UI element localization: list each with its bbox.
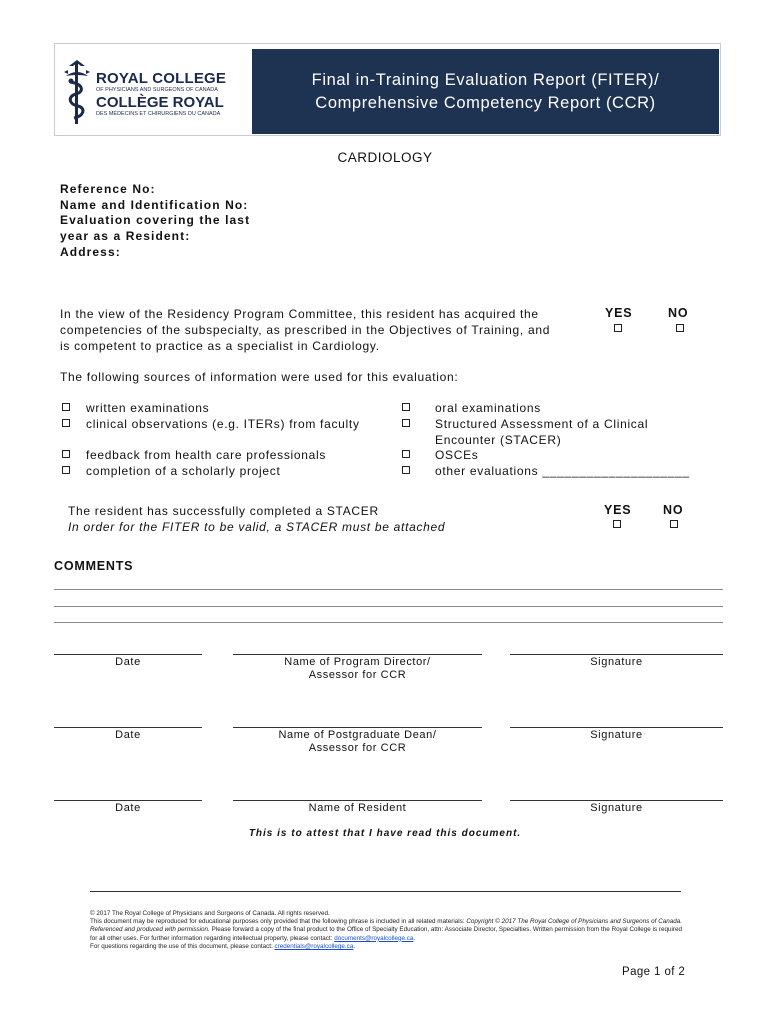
date-label-3: Date — [115, 802, 141, 814]
competency-yes-label: YES — [605, 306, 633, 320]
postgraduate-dean-label-1: Name of Postgraduate Dean/ — [278, 729, 437, 741]
date-line-3[interactable] — [54, 800, 202, 801]
logo-subtext-fr: DES MÉDECINS ET CHIRURGIENS DU CANADA — [96, 111, 221, 117]
clinical-observations-checkbox[interactable] — [62, 419, 70, 427]
evaluation-period-label-2: year as a Resident: — [60, 229, 191, 243]
resident-name-line[interactable] — [233, 800, 482, 801]
comment-line[interactable] — [54, 622, 723, 623]
date-label-1: Date — [115, 656, 141, 668]
competency-no-label: NO — [668, 306, 689, 320]
title-panel — [252, 49, 719, 134]
oral-exams-label: oral examinations — [435, 401, 541, 415]
questions-text: For questions regarding the use of this document, please contact: — [90, 942, 273, 950]
written-exams-checkbox[interactable] — [62, 403, 70, 411]
comment-line[interactable] — [54, 606, 723, 607]
royal-college-logo — [60, 58, 240, 128]
copyright-line: © 2017 The Royal College of Physicians and Surgeons of Canada. All rights reserved. — [90, 910, 330, 917]
competency-line-3: is competent to practice as a specialist in Cardiology. — [60, 339, 380, 353]
name-id-label: Name and Identification No: — [60, 198, 249, 212]
stacer-yes-label: YES — [604, 503, 632, 517]
specialty-heading: CARDIOLOGY — [337, 150, 433, 165]
competency-line-1: In the view of the Residency Program Committee, this resident has acquired the — [60, 307, 539, 321]
signature-line-3[interactable] — [510, 800, 723, 801]
stacer-source-checkbox[interactable] — [402, 419, 410, 427]
scholarly-project-label: completion of a scholarly project — [86, 464, 281, 478]
signature-label-1: Signature — [590, 656, 643, 668]
competency-no-checkbox[interactable] — [676, 324, 684, 332]
osces-label: OSCEs — [435, 448, 479, 462]
reference-label: Reference No: — [60, 182, 156, 196]
usage-terms-text: This document may be reproduced for educational purposes only provided that the following phrase is included in all related materials: — [90, 918, 465, 926]
date-line-1[interactable] — [54, 654, 202, 655]
stacer-no-label: NO — [663, 503, 684, 517]
program-director-line[interactable] — [233, 654, 482, 655]
signature-line-1[interactable] — [510, 654, 723, 655]
osces-checkbox[interactable] — [402, 450, 410, 458]
feedback-label: feedback from health care professionals — [86, 448, 327, 462]
stacer-no-checkbox[interactable] — [670, 520, 678, 528]
comment-line[interactable] — [54, 589, 723, 590]
logo-text-royal-college: ROYAL COLLEGE — [96, 70, 227, 87]
program-director-label-2: Assessor for CCR — [308, 669, 407, 681]
credentials-email-link[interactable]: credentials@royalcollege.ca — [274, 942, 354, 950]
competency-yes-checkbox[interactable] — [614, 324, 622, 332]
questions-line: For questions regarding the use of this document, please contact: credentials@royalcollege.ca. — [90, 942, 356, 950]
competency-line-2: competencies of the subspecialty, as prescribed in the Objectives of Training, and — [60, 323, 551, 337]
postgraduate-dean-line[interactable] — [233, 727, 482, 728]
caduceus-icon — [60, 58, 94, 128]
comments-heading: COMMENTS — [54, 559, 134, 573]
address-label: Address: — [60, 245, 121, 259]
copyright-footer — [90, 910, 682, 951]
stacer-statement: The resident has successfully completed a STACER — [68, 504, 379, 518]
signature-label-2: Signature — [590, 729, 643, 741]
clinical-observations-label: clinical observations (e.g. ITERs) from faculty — [86, 417, 360, 431]
feedback-checkbox[interactable] — [62, 450, 70, 458]
sources-heading: The following sources of information were used for this evaluation: — [60, 370, 459, 384]
signature-line-2[interactable] — [510, 727, 723, 728]
stacer-yes-checkbox[interactable] — [613, 520, 621, 528]
title-line-1: Final in-Training Evaluation Report (FITER)/ — [311, 70, 660, 89]
program-director-label-1: Name of Program Director/ — [284, 656, 431, 668]
date-label-2: Date — [115, 729, 141, 741]
logo-subtext-en: OF PHYSICIANS AND SURGEONS OF CANADA — [96, 87, 218, 93]
usage-terms: This document may be reproduced for educational purposes only provided that the following phrase is included in all related materials: Copyright © 2017 The Royal College of Physicians and Surgeons of Canada. Referenced and produced with permission. Please forward a copy of the final product to the Office of Specialty Education, attn: Associate Director, Specialties. Written permission from the Royal College is required for all other uses. For further information regarding intellectual property, please contact: documents@royalcollege.ca. — [90, 918, 683, 942]
scholarly-project-checkbox[interactable] — [62, 466, 70, 474]
usage-terms-rest: Please forward a copy of the final product to the Office of Specialty Education, attn: Associate Director, Specialties. Written permission from the Royal College is required for all other uses. For further information regarding intellectual property, please contact: — [90, 926, 682, 942]
signature-label-3: Signature — [590, 802, 643, 814]
oral-exams-checkbox[interactable] — [402, 403, 410, 411]
stacer-source-label-1: Structured Assessment of a Clinical — [435, 417, 649, 431]
postgraduate-dean-label-2: Assessor for CCR — [308, 742, 407, 754]
stacer-requirement-note: In order for the FITER to be valid, a STACER must be attached — [68, 520, 446, 534]
attestation-statement: This is to attest that I have read this document. — [248, 828, 522, 839]
resident-name-label: Name of Resident — [308, 802, 407, 814]
date-line-2[interactable] — [54, 727, 202, 728]
title-line-2: Comprehensive Competency Report (CCR) — [315, 93, 656, 112]
other-evaluations-label: other evaluations ____________________ — [435, 464, 690, 478]
stacer-source-label-2: Encounter (STACER) — [435, 433, 562, 447]
usage-terms-citation: Copyright © 2017 The Royal College of Physicians and Surgeons of Canada. Referenced and produced with permission. — [90, 918, 683, 934]
written-exams-label: written examinations — [86, 401, 210, 415]
documents-email-link[interactable]: documents@royalcollege.ca — [334, 934, 414, 942]
logo-text-college-royal: COLLÈGE ROYAL — [96, 94, 224, 111]
other-evaluations-checkbox[interactable] — [402, 466, 410, 474]
page-number: Page 1 of 2 — [622, 966, 686, 978]
footer-divider — [90, 891, 681, 892]
evaluation-period-label-1: Evaluation covering the last — [60, 213, 251, 227]
